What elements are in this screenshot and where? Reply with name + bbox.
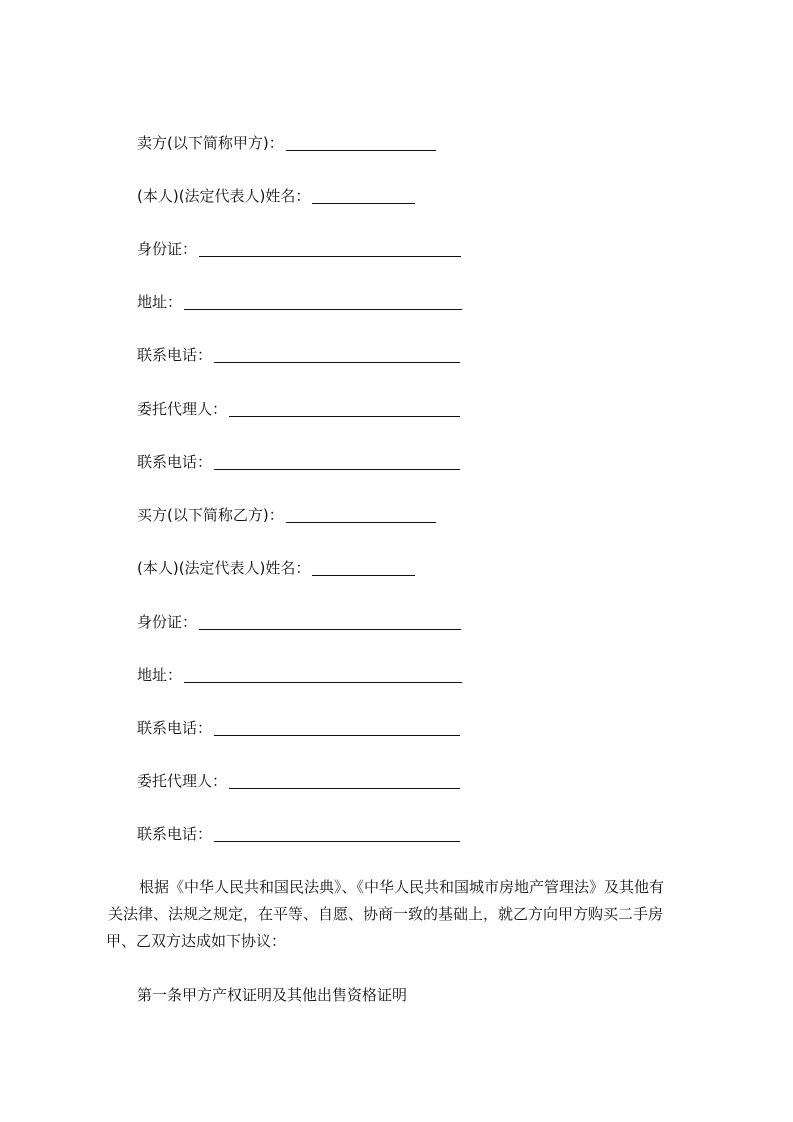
- buyer-title-blank[interactable]: [286, 506, 436, 523]
- seller-id-field: [137, 237, 461, 259]
- seller-address-field: [137, 290, 462, 312]
- buyer-phone-blank[interactable]: [214, 719, 460, 736]
- seller-phone-label: 联系电话：: [137, 346, 213, 364]
- seller-name-label: (本人)(法定代表人)姓名：: [137, 187, 311, 205]
- seller-id-label: 身份证：: [137, 240, 198, 258]
- buyer-name-label: (本人)(法定代表人)姓名：: [137, 559, 311, 577]
- seller-phone-blank[interactable]: [214, 346, 460, 363]
- seller-name-field: [137, 184, 415, 206]
- buyer-agent-phone-blank[interactable]: [214, 825, 460, 842]
- seller-address-label: 地址：: [137, 293, 183, 311]
- buyer-agent-label: 委托代理人：: [137, 772, 228, 790]
- buyer-title-field: [137, 503, 436, 525]
- preamble-line-2: 关法律、法规之规定，在平等、自愿、协商一致的基础上，就乙方向甲方购买二手房: [108, 905, 664, 923]
- preamble-line-1: 根据《中华人民共和国民法典》、《中华人民共和国城市房地产管理法》及其他有: [139, 878, 665, 896]
- seller-title-field: [137, 131, 436, 153]
- buyer-agent-blank[interactable]: [229, 772, 460, 789]
- seller-agent-phone-label: 联系电话：: [137, 453, 213, 471]
- seller-agent-label: 委托代理人：: [137, 400, 228, 418]
- seller-title-label: 卖方(以下简称甲方)：: [137, 134, 284, 152]
- buyer-address-blank[interactable]: [184, 666, 462, 683]
- buyer-id-blank[interactable]: [199, 613, 461, 630]
- seller-agent-blank[interactable]: [229, 400, 460, 417]
- buyer-phone-field: [137, 716, 460, 738]
- seller-agent-phone-blank[interactable]: [214, 453, 460, 470]
- buyer-agent-field: [137, 769, 460, 791]
- preamble-line-3: 甲、乙双方达成如下协议：: [106, 932, 287, 950]
- buyer-id-label: 身份证：: [137, 613, 198, 631]
- seller-title-blank[interactable]: [286, 134, 436, 151]
- buyer-address-field: [137, 663, 462, 685]
- seller-agent-field: [137, 397, 460, 419]
- buyer-address-label: 地址：: [137, 666, 183, 684]
- buyer-title-label: 买方(以下简称乙方)：: [137, 506, 284, 524]
- buyer-name-field: [137, 556, 415, 578]
- article-1-title: 第一条甲方产权证明及其他出售资格证明: [137, 986, 408, 1004]
- buyer-agent-phone-label: 联系电话：: [137, 825, 213, 843]
- buyer-id-field: [137, 610, 461, 632]
- buyer-agent-phone-field: [137, 822, 460, 844]
- seller-address-blank[interactable]: [184, 293, 462, 310]
- buyer-phone-label: 联系电话：: [137, 719, 213, 737]
- seller-name-blank[interactable]: [312, 187, 415, 204]
- buyer-name-blank[interactable]: [312, 559, 415, 576]
- seller-phone-field: [137, 343, 460, 365]
- seller-agent-phone-field: [137, 450, 460, 472]
- seller-id-blank[interactable]: [199, 240, 461, 257]
